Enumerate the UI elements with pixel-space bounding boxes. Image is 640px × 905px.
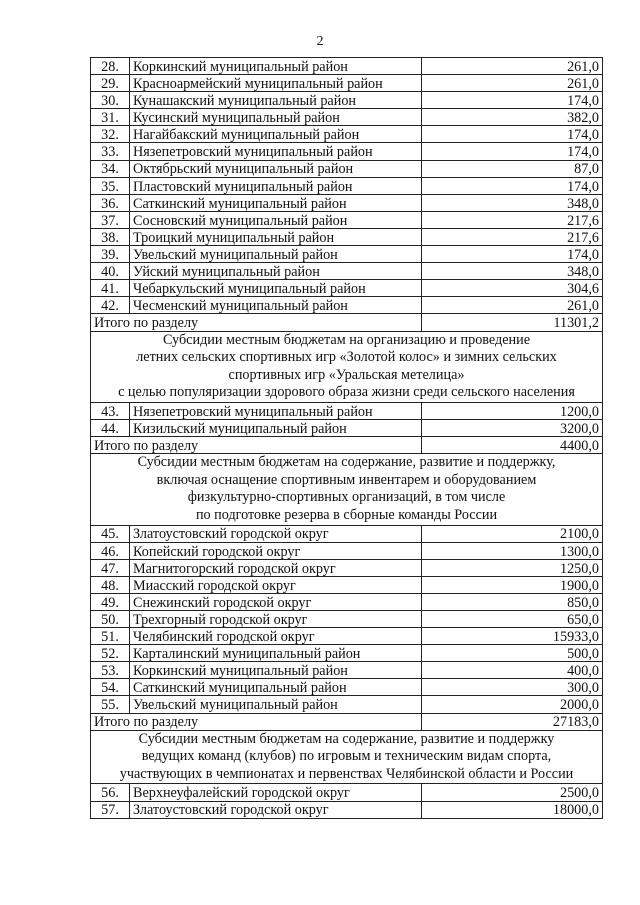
row-number: 35. (91, 177, 130, 194)
subsidy-amount: 500,0 (422, 645, 603, 662)
table-row (91, 58, 603, 75)
section-heading (91, 331, 603, 402)
municipality-name: Уйский муниципальный район (130, 263, 422, 280)
municipality-name: Нязепетровский муниципальный район (130, 143, 422, 160)
table-row (91, 784, 603, 801)
subsidy-amount: 304,6 (422, 280, 603, 297)
row-number: 31. (91, 109, 130, 126)
municipality-name: Миасский городской округ (130, 576, 422, 593)
subsidy-amount: 174,0 (422, 92, 603, 109)
section-heading-row (91, 331, 603, 402)
section-heading-row (91, 454, 603, 525)
section-total-label: Итого по разделу (91, 713, 422, 730)
municipality-name: Пластовский муниципальный район (130, 177, 422, 194)
table-row (91, 92, 603, 109)
subsidy-amount: 2100,0 (422, 525, 603, 542)
municipality-name: Октябрьский муниципальный район (130, 160, 422, 177)
table-row (91, 611, 603, 628)
municipality-name: Коркинский муниципальный район (130, 58, 422, 75)
section-total-value: 4400,0 (422, 437, 603, 454)
row-number: 48. (91, 576, 130, 593)
section-heading-row (91, 730, 603, 784)
table-row (91, 645, 603, 662)
row-number: 46. (91, 542, 130, 559)
table-row (91, 263, 603, 280)
municipality-name: Чебаркульский муниципальный район (130, 280, 422, 297)
subsidy-amount: 261,0 (422, 58, 603, 75)
section-heading-line: Субсидии местным бюджетам на содержание, развитие и поддержку, (137, 454, 556, 471)
municipality-name: Златоустовский городской округ (130, 525, 422, 542)
row-number: 28. (91, 58, 130, 75)
row-number: 29. (91, 75, 130, 92)
municipality-name: Челябинский городской округ (130, 628, 422, 645)
section-heading-line: спортивных игр «Уральская метелица» (228, 366, 465, 383)
table-row (91, 75, 603, 92)
table-row (91, 109, 603, 126)
section-heading-line: физкультурно-спортивных организаций, в том числе (187, 489, 506, 506)
table-row (91, 559, 603, 576)
section-heading-line: участвующих в чемпионатах и первенствах Челябинской области и России (119, 765, 574, 782)
municipality-name: Коркинский муниципальный район (130, 662, 422, 679)
table-row (91, 194, 603, 211)
section-heading-line: с целью популяризации здорового образа жизни среди сельского населения (118, 384, 575, 401)
municipality-name: Нязепетровский муниципальный район (130, 402, 422, 419)
row-number: 43. (91, 402, 130, 419)
row-number: 40. (91, 263, 130, 280)
municipality-name: Карталинский муниципальный район (130, 645, 422, 662)
subsidy-amount: 217,6 (422, 211, 603, 228)
row-number: 54. (91, 679, 130, 696)
subsidy-amount: 1250,0 (422, 559, 603, 576)
subsidy-amount: 1300,0 (422, 542, 603, 559)
subsidy-amount: 15933,0 (422, 628, 603, 645)
row-number: 47. (91, 559, 130, 576)
section-total-row (91, 713, 603, 730)
table-row (91, 576, 603, 593)
section-total-row (91, 314, 603, 331)
row-number: 51. (91, 628, 130, 645)
subsidy-amount: 382,0 (422, 109, 603, 126)
row-number: 38. (91, 228, 130, 245)
row-number: 30. (91, 92, 130, 109)
municipality-name: Саткинский муниципальный район (130, 679, 422, 696)
row-number: 33. (91, 143, 130, 160)
subsidy-amount: 174,0 (422, 143, 603, 160)
municipality-name: Чесменский муниципальный район (130, 297, 422, 314)
municipality-name: Копейский городской округ (130, 542, 422, 559)
row-number: 52. (91, 645, 130, 662)
municipality-name: Верхнеуфалейский городской округ (130, 784, 422, 801)
subsidy-amount: 3200,0 (422, 419, 603, 436)
section-heading (91, 454, 603, 525)
municipality-name: Магнитогорский городской округ (130, 559, 422, 576)
subsidy-amount: 174,0 (422, 246, 603, 263)
row-number: 55. (91, 696, 130, 713)
table-row (91, 542, 603, 559)
subsidy-amount: 217,6 (422, 228, 603, 245)
table-row (91, 297, 603, 314)
municipality-name: Сосновский муниципальный район (130, 211, 422, 228)
subsidy-amount: 2500,0 (422, 784, 603, 801)
subsidy-amount: 850,0 (422, 593, 603, 610)
subsidy-amount: 400,0 (422, 662, 603, 679)
table-row (91, 143, 603, 160)
section-total-row (91, 437, 603, 454)
section-heading-line: Субсидии местным бюджетам на организацию и проведение (162, 331, 531, 348)
municipality-name: Увельский муниципальный район (130, 696, 422, 713)
page-number: 2 (316, 34, 324, 49)
section-heading-line: ведущих команд (клубов) по игровым и техническим видам спорта, (141, 748, 552, 765)
table-row (91, 662, 603, 679)
row-number: 34. (91, 160, 130, 177)
municipality-name: Кусинский муниципальный район (130, 109, 422, 126)
municipality-name: Снежинский городской округ (130, 593, 422, 610)
table-row (91, 211, 603, 228)
table-row (91, 628, 603, 645)
row-number: 39. (91, 246, 130, 263)
subsidy-amount: 87,0 (422, 160, 603, 177)
table-row (91, 280, 603, 297)
table-row (91, 593, 603, 610)
row-number: 45. (91, 525, 130, 542)
subsidy-amount: 261,0 (422, 297, 603, 314)
table-row (91, 246, 603, 263)
subsidy-amount: 1200,0 (422, 402, 603, 419)
table-row (91, 177, 603, 194)
subsidy-table (90, 57, 603, 819)
subsidy-amount: 650,0 (422, 611, 603, 628)
row-number: 41. (91, 280, 130, 297)
municipality-name: Увельский муниципальный район (130, 246, 422, 263)
subsidy-amount: 261,0 (422, 75, 603, 92)
section-heading-line: летних сельских спортивных игр «Золотой колос» и зимних сельских (136, 349, 557, 366)
row-number: 44. (91, 419, 130, 436)
table-row (91, 801, 603, 818)
municipality-name: Нагайбакский муниципальный район (130, 126, 422, 143)
subsidy-amount: 174,0 (422, 177, 603, 194)
section-total-value: 27183,0 (422, 713, 603, 730)
table-row (91, 525, 603, 542)
row-number: 56. (91, 784, 130, 801)
section-heading (91, 730, 603, 784)
table-row (91, 228, 603, 245)
municipality-name: Саткинский муниципальный район (130, 194, 422, 211)
row-number: 49. (91, 593, 130, 610)
section-heading-line: Субсидии местным бюджетам на содержание, развитие и поддержку (138, 730, 555, 747)
table-row (91, 696, 603, 713)
subsidy-amount: 348,0 (422, 194, 603, 211)
row-number: 37. (91, 211, 130, 228)
table-row (91, 402, 603, 419)
subsidy-amount: 1900,0 (422, 576, 603, 593)
municipality-name: Красноармейский муниципальный район (130, 75, 422, 92)
section-total-label: Итого по разделу (91, 437, 422, 454)
row-number: 32. (91, 126, 130, 143)
municipality-name: Троицкий муниципальный район (130, 228, 422, 245)
row-number: 36. (91, 194, 130, 211)
table-row (91, 126, 603, 143)
subsidy-amount: 174,0 (422, 126, 603, 143)
municipality-name: Кизильский муниципальный район (130, 419, 422, 436)
subsidy-amount: 348,0 (422, 263, 603, 280)
row-number: 42. (91, 297, 130, 314)
table-row (91, 160, 603, 177)
municipality-name: Златоустовский городской округ (130, 801, 422, 818)
table-row (91, 679, 603, 696)
table-row (91, 419, 603, 436)
subsidy-amount: 2000,0 (422, 696, 603, 713)
section-total-label: Итого по разделу (91, 314, 422, 331)
municipality-name: Трехгорный городской округ (130, 611, 422, 628)
municipality-name: Кунашакский муниципальный район (130, 92, 422, 109)
subsidy-table-body (91, 58, 603, 819)
row-number: 50. (91, 611, 130, 628)
section-total-value: 11301,2 (422, 314, 603, 331)
subsidy-amount: 300,0 (422, 679, 603, 696)
subsidy-amount: 18000,0 (422, 801, 603, 818)
row-number: 53. (91, 662, 130, 679)
section-heading-line: включая оснащение спортивным инвентарем и оборудованием (156, 471, 537, 488)
section-heading-line: по подготовке резерва в сборные команды России (195, 506, 498, 523)
row-number: 57. (91, 801, 130, 818)
